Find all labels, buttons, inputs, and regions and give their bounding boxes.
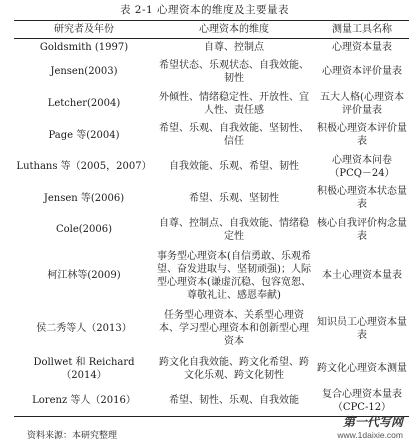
cell-dimensions: 自我效能、乐观、希望、韧性 [169,161,299,172]
cell-dimensions: 希望、乐观、坚韧性 [189,192,279,204]
cell-tool: 积极心理资本评价量表 [317,123,407,147]
cell-author: Luthans 等（2005，2007） [16,161,152,172]
table-row [14,39,409,56]
cell-tool: 复合心理资本量表（CPC-12） [314,386,409,417]
cell-dimensions: 任务型心理资本、关系型心理资本、学习型心理资本和创新型心理资本 [159,310,309,347]
table-row [14,214,409,246]
header-author: 研究者及年份 [14,21,154,39]
cell-tool: 心理资本评价量表 [322,66,402,77]
cell-tool: 心理资本量表 [332,41,392,53]
cell-tool: 积极心理资本状态量表 [317,186,407,210]
header-dimensions: 心理资本的维度 [154,21,314,39]
table-row [14,306,409,352]
cell-author: Letcher(2004) [47,98,121,109]
watermark-name: 第一代写网 [342,415,403,429]
cell-tool: 五大人格(心理资本评价量表 [320,91,404,116]
table-title: 表 2-1 心理资本的维度及主要量表 [119,4,290,16]
cell-author: Dollwet 和 Reichard（2014） [33,356,135,381]
cell-dimensions: 希望、韧性、乐观、自我效能 [154,386,314,417]
cell-tool: 核心自我评价构念量表 [317,217,407,242]
table-row [14,120,409,151]
table-row [14,386,409,417]
cell-author: Cole(2006) [55,224,113,235]
cell-author: 柯江林等(2009) [47,270,121,281]
cell-author: Goldsmith (1997) [39,41,129,53]
cell-tool: 知识员工心理资本量表 [317,316,407,341]
cell-dimensions: 跨文化自我效能、跨文化希望、跨文化乐观、跨文化韧性 [159,356,309,381]
table-row [14,183,409,214]
watermark [337,413,403,440]
cell-dimensions: 自尊、控制点、自我效能、情绪稳定性 [159,217,309,242]
table-row [14,246,409,306]
cell-tool: 本土心理资本量表 [322,270,402,281]
cell-dimensions: 希望、乐观、自我效能、坚韧性、信任 [159,123,309,147]
scale-table [14,20,409,417]
watermark-url: www.1daixie.com [337,430,403,440]
cell-dimensions: 希望状态、乐观状态、自我效能、韧性 [159,59,309,84]
cell-author: Jensen(2003) [50,66,118,77]
table-row [14,151,409,183]
cell-author: Lorenz 等人（2016） [14,386,154,417]
cell-dimensions: 事务型心理资本(自信勇敢、乐观希望、奋发进取与、坚韧顽强)；人际型心理资本(谦虚沉稳、包容宽恕、尊敬礼让、感恩奉献) [157,250,311,301]
header-tool: 测量工具名称 [314,21,409,39]
table-row [14,88,409,120]
cell-dimensions: 自尊、控制点 [204,41,264,53]
cell-author: 侯二秀等人（2013） [36,323,132,334]
cell-tool: 跨文化心理资本测量 [317,363,407,374]
cell-author: Page 等(2004) [48,129,120,141]
source-note: 资料来源：本研究整理 [27,431,118,441]
cell-author: Jensen 等(2006) [43,192,125,204]
cell-tool: 心理资本问卷（PCQ－24） [329,154,395,179]
table-row [14,352,409,386]
table-row [14,56,409,88]
table-header-row [14,21,409,39]
cell-dimensions: 外倾性、情绪稳定性、开放性、宜人性、责任感 [159,91,309,116]
